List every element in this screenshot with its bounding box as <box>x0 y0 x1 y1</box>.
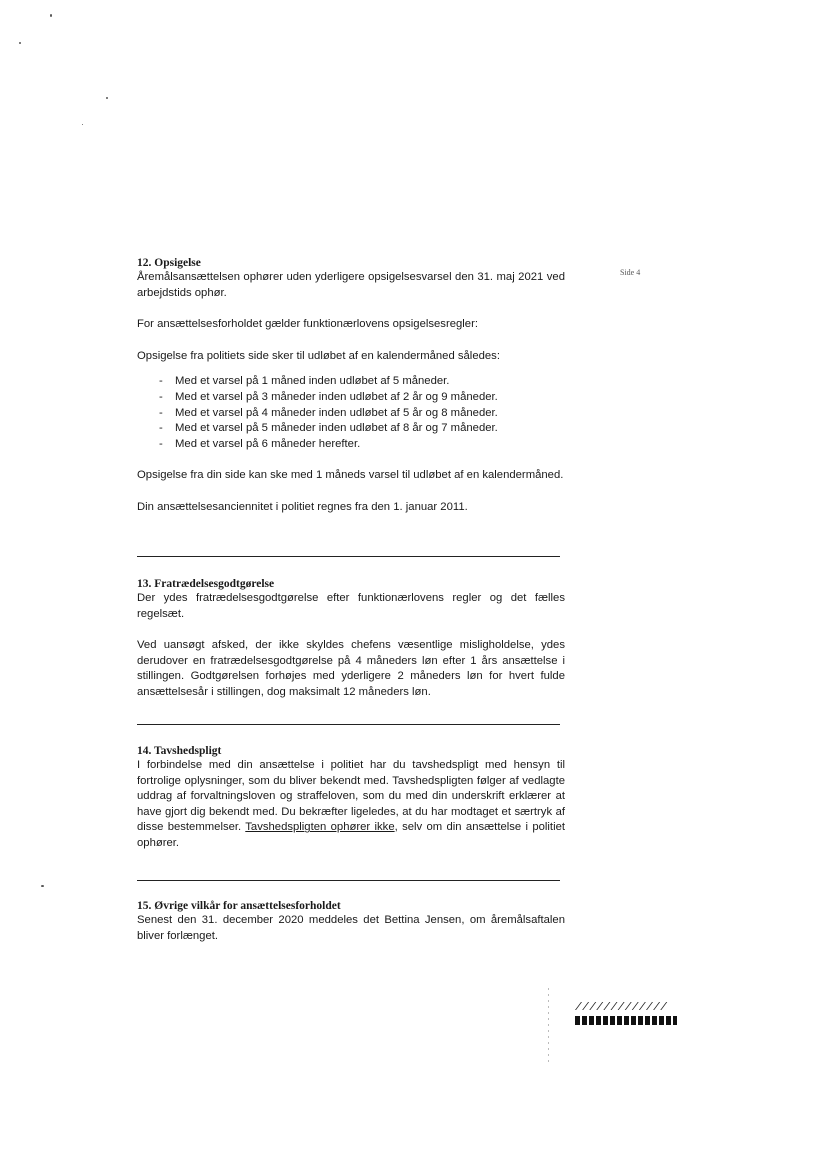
underlined-text: Tavshedspligten ophører ikke <box>245 821 395 834</box>
id-slashes: ///////////// <box>575 1002 668 1014</box>
list-item: - Med et varsel på 4 måneder inden udløbet af 5 år og 8 måneder. <box>159 406 565 422</box>
paragraph-text: I forbindelse med din ansættelse i politiet har du tavshedspligt med hensyn til fortrolige oplysninger, som du bliver bekendt med. Tavshedspligten følger af vedlagte uddrag af forvaltningsloven og straffeloven, som du med din underskrift erklærer at have gjort dig bekendt med. Du bekræfter ligeledes, at du har modtaget et særtryk af disse bestemmelser. <box>137 759 565 834</box>
section-13-fratraedelsesgodtgorelse <box>137 577 565 701</box>
scan-artifact-line <box>548 988 549 1063</box>
barcode-icon <box>575 1016 677 1025</box>
paragraph: Åremålsansættelsen ophører uden yderligere opsigelsesvarsel den 31. maj 2021 ved arbejdstids ophør. <box>137 271 565 299</box>
paragraph: Der ydes fratrædelsesgodtgørelse efter funktionærlovens regler og det fælles regelsæt. <box>137 592 565 620</box>
scan-speck <box>41 885 44 887</box>
section-14-tavshedspligt <box>137 744 565 852</box>
scan-speck <box>50 14 52 17</box>
page-number: Side 4 <box>620 268 641 277</box>
scan-speck <box>19 42 21 44</box>
section-heading: 15. Øvrige vilkår for ansættelsesforholdet <box>137 900 341 912</box>
section-15-ovrige-vilkar <box>137 899 565 944</box>
paragraph <box>137 758 565 852</box>
list-item: - Med et varsel på 1 måned inden udløbet af 5 måneder. <box>159 374 565 390</box>
scan-speck <box>82 124 83 125</box>
section-heading: 14. Tavshedspligt <box>137 745 222 757</box>
paragraph: Opsigelse fra din side kan ske med 1 måneds varsel til udløbet af en kalendermåned. <box>137 469 564 482</box>
paragraph: Din ansættelsesanciennitet i politiet regnes fra den 1. januar 2011. <box>137 500 468 513</box>
list-item: - Med et varsel på 3 måneder inden udløbet af 2 år og 9 måneder. <box>159 390 565 406</box>
section-12-opsigelse <box>137 256 565 516</box>
section-divider <box>137 556 560 557</box>
paragraph: Senest den 31. december 2020 meddeles det Bettina Jensen, om åremålsaftalen bliver forlænget. <box>137 914 565 942</box>
section-divider <box>137 724 560 725</box>
paragraph: Opsigelse fra politiets side sker til udløbet af en kalendermåned således: <box>137 349 500 362</box>
section-divider <box>137 880 560 881</box>
list-item: - Med et varsel på 5 måneder inden udløbet af 8 år og 7 måneder. <box>159 421 565 437</box>
section-heading: 13. Fratrædelsesgodtgørelse <box>137 578 275 590</box>
paragraph: For ansættelsesforholdet gælder funktionærlovens opsigelsesregler: <box>137 318 478 331</box>
paragraph: Ved uansøgt afsked, der ikke skyldes chefens væsentlige misligholdelse, ydes derudover en fratrædelsesgodtgørelse på 4 måneders løn efter 1 års ansættelse i stillingen. Godtgørelsen forhøjes med yderligere 2 måneders løn for hvert fulde ansættelsesår i stillingen, dog maksimalt 12 måneders løn. <box>137 639 565 698</box>
section-heading: 12. Opsigelse <box>137 257 201 269</box>
paragraph-text: , selv om din ansættelse i politiet ophører. <box>137 821 565 849</box>
notice-period-list <box>137 374 565 452</box>
list-item: - Med et varsel på 6 måneder herefter. <box>159 437 565 453</box>
scan-speck <box>106 97 108 99</box>
document-id-mark <box>575 1002 677 1025</box>
